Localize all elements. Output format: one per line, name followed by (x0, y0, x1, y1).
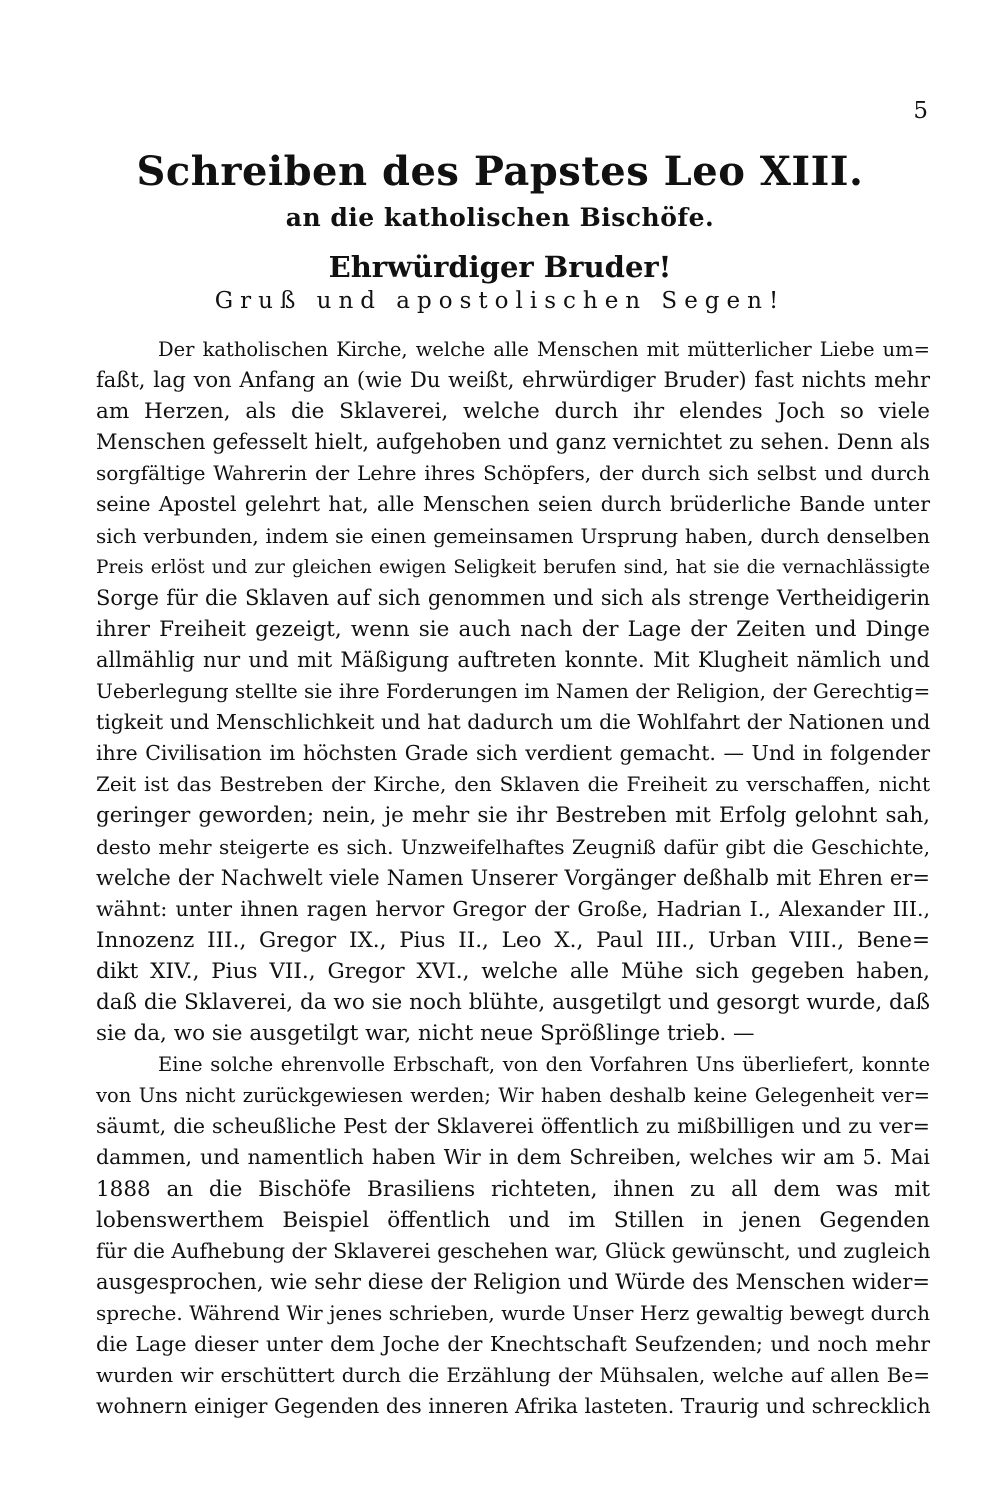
text-line: am Herzen, als die Sklaverei, welche durch ihr elendes Joch so viele (96, 399, 930, 425)
text-line: die Lage dieser unter dem Joche der Knechtschaft Seufzenden; und noch mehr (96, 1332, 930, 1356)
text-line: desto mehr steigerte es sich. Unzweifelhaftes Zeugniß dafür gibt die Geschichte, (96, 834, 930, 859)
letter-title: Schreiben des Papstes Leo XIII. (136, 148, 864, 195)
text-line: tigkeit und Menschlichkeit und hat dadurch um die Wohlfahrt der Nationen und (96, 710, 931, 735)
text-line: dikt XIV., Pius VII., Gregor XVI., welche alle Mühe sich gegeben haben, (96, 958, 930, 984)
letter-subtitle: an die katholischen Bischöfe. (285, 203, 715, 232)
text-line: wähnt: unter ihnen ragen hervor Gregor der Große, Hadrian I., Alexander III., (96, 896, 930, 921)
text-line: ausgesprochen, wie sehr diese der Religion und Würde des Menschen wider= (96, 1269, 930, 1294)
page-number: 5 (913, 98, 928, 124)
text-line: geringer geworden; nein, je mehr sie ihr Bestreben mit Erfolg gelohnt sah, (96, 803, 930, 829)
text-line: von Uns nicht zurückgewiesen werden; Wir haben deshalb keine Gelegenheit ver= (96, 1084, 930, 1108)
text-line: seine Apostel gelehrt hat, alle Menschen seien durch brüderliche Bande unter (96, 492, 930, 517)
text-line: für die Aufhebung der Sklaverei geschehen war, Glück gewünscht, und zugleich (96, 1238, 931, 1263)
text-line: Innozenz III., Gregor IX., Pius II., Leo X., Paul III., Urban VIII., Bene= (96, 927, 930, 953)
text-line: ihre Civilisation im höchsten Grade sich verdient gemacht. — Und in folgender (96, 741, 930, 766)
text-line: Der katholischen Kirche, welche alle Menschen mit mütterlicher Liebe um= (158, 338, 930, 361)
body-text (96, 334, 930, 1422)
text-line: sich verbunden, indem sie einen gemeinsamen Ursprung haben, durch denselben (96, 523, 930, 548)
text-line: lobenswerthem Beispiel öffentlich und im Stillen in jenen Gegenden (96, 1207, 930, 1233)
text-line: Ueberlegung stellte sie ihre Forderungen im Namen der Religion, der Gerechtig= (96, 679, 931, 704)
text-line: Eine solche ehrenvolle Erbschaft, von den Vorfahren Uns überliefert, konnte (158, 1053, 930, 1077)
text-line: wurden wir erschüttert durch die Erzählung der Mühsalen, welche auf allen Be= (96, 1363, 930, 1388)
text-line: daß die Sklaverei, da wo sie noch blühte, ausgetilgt und gesorgt wurde, daß (96, 989, 930, 1015)
text-line: 1888 an die Bischöfe Brasiliens richteten, ihnen zu all dem was mit (96, 1176, 930, 1202)
text-line: sorgfältige Wahrerin der Lehre ihres Schöpfers, der durch sich selbst und durch (96, 461, 930, 486)
text-line: Menschen gefesselt hielt, aufgehoben und ganz vernichtet zu sehen. Denn als (96, 430, 930, 455)
text-line: Sorge für die Sklaven auf sich genommen und sich als strenge Vertheidigerin (96, 585, 930, 610)
text-line: spreche. Während Wir jenes schrieben, wurde Unser Herz gewaltig bewegt durch (96, 1300, 930, 1325)
greeting: Gruß und apostolischen Segen! (214, 288, 786, 314)
text-line: dammen, und namentlich haben Wir in dem Schreiben, welches wir am 5. Mai (96, 1145, 930, 1170)
text-line: welche der Nachwelt viele Namen Unserer Vorgänger deßhalb mit Ehren er= (96, 865, 930, 890)
text-line: faßt, lag von Anfang an (wie Du weißt, ehrwürdiger Bruder) fast nichts mehr (96, 368, 930, 393)
text-line: allmählig nur und mit Mäßigung auftreten konnte. Mit Klugheit nämlich und (96, 647, 930, 672)
text-line: ihrer Freiheit gezeigt, wenn sie auch nach der Lage der Zeiten und Dinge (96, 616, 930, 642)
text-line: Preis erlöst und zur gleichen ewigen Seligkeit berufen sind, hat sie die vernachlässigte (96, 556, 930, 578)
text-line: Zeit ist das Bestreben der Kirche, den Sklaven die Freiheit zu verschaffen, nicht (96, 772, 930, 797)
text-line: sie da, wo sie ausgetilgt war, nicht neue Sprößlinge trieb. — (96, 1021, 755, 1047)
text-line: säumt, die scheußliche Pest der Sklaverei öffentlich zu mißbilligen und zu ver= (96, 1114, 930, 1139)
salutation: Ehrwürdiger Bruder! (328, 250, 672, 284)
text-line: wohnern einiger Gegenden des inneren Afrika lasteten. Traurig und schrecklich (96, 1394, 931, 1419)
